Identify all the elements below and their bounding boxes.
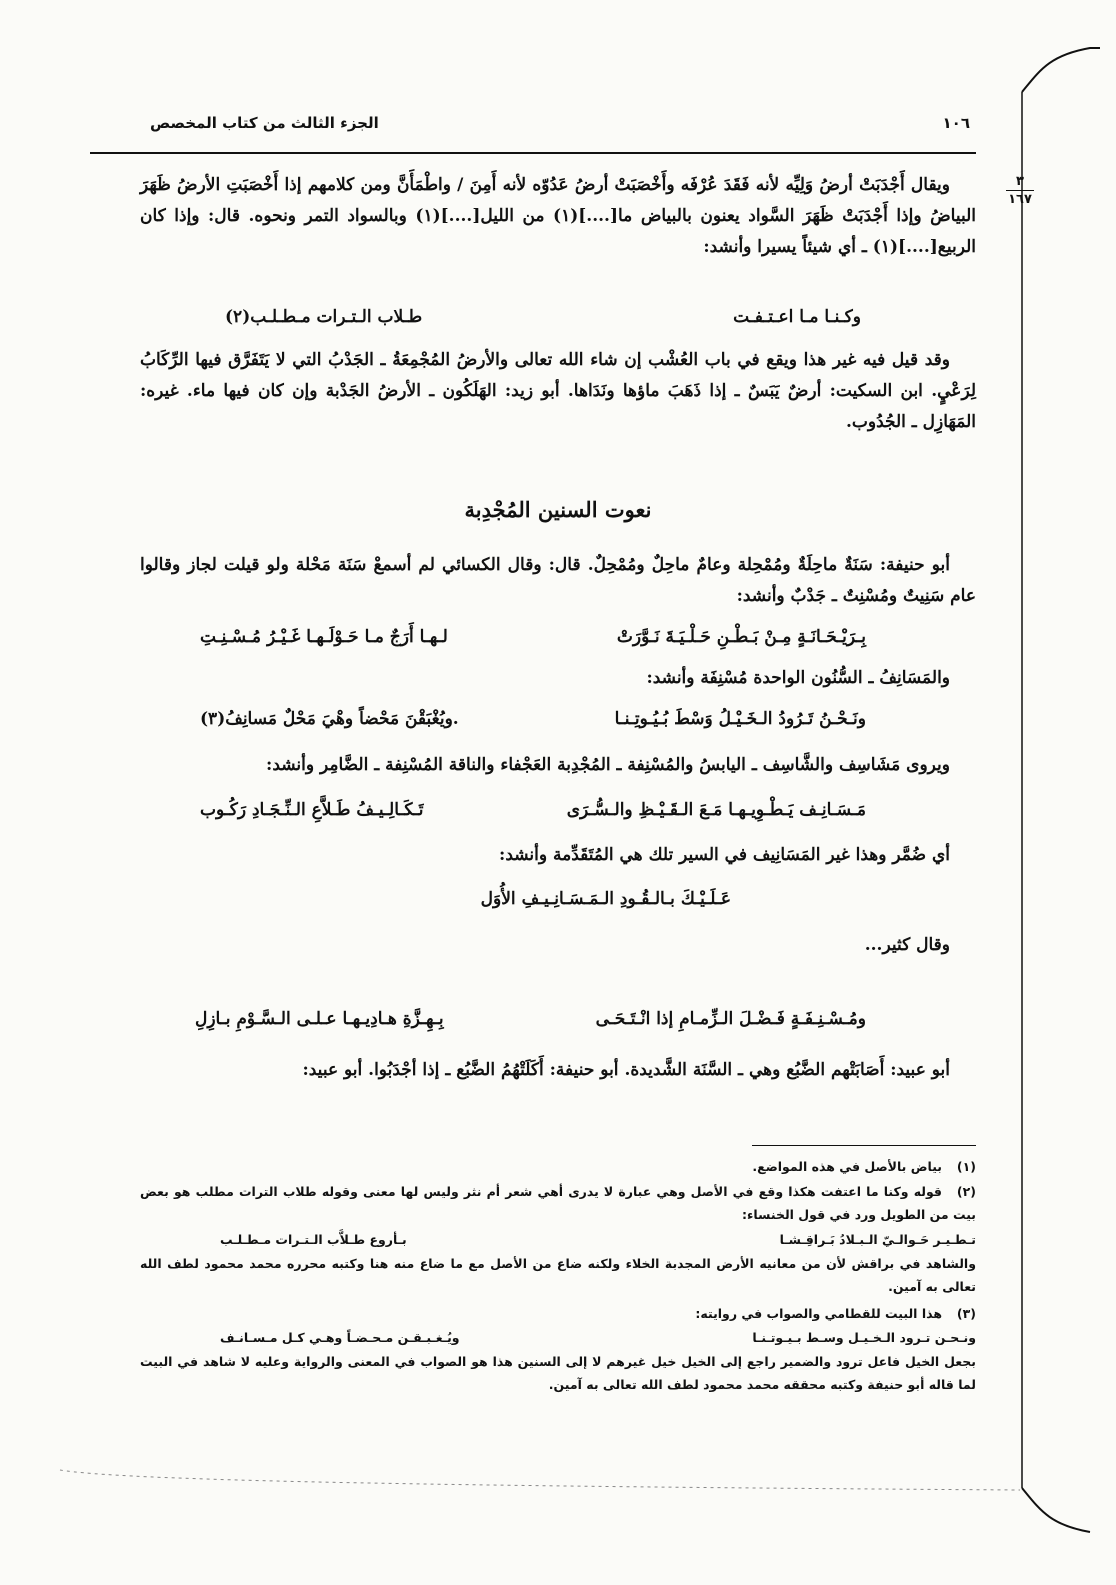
verse-2-first-hemistich: بِـرَيْـحَـانَـةٍ مِـنْ بَـطْـنِ حَـلْـيَـةَ نَـوَّرَتْ xyxy=(616,627,866,647)
footnote-3-verse-second: ويُـغـبـقـن مـحـضـاً وهـي كـل مـسـانـف xyxy=(220,1330,460,1345)
line-6-text: أي ضُمَّر وهذا غير المَسَانِيف في السير تلك هي المُتَقَدِّمة وأنشد: xyxy=(499,845,950,865)
footnote-3-verse xyxy=(140,1326,976,1349)
verse-3-first-hemistich: ونَـحْـنُ تَـرُودُ الـخَـيْـلُ وَسْطَ بُـيُـوتِـنـا xyxy=(614,709,866,729)
line-8 xyxy=(140,1055,976,1086)
footnote-2-verse-first: تـطـيـر حَـوالـيّ الـبـلادُ بَـراقِـشـا xyxy=(779,1232,976,1247)
line-5 xyxy=(140,750,976,781)
verse-3 xyxy=(0,704,1116,734)
running-header xyxy=(150,108,970,142)
footnote-rule xyxy=(752,1145,976,1146)
footnote-1 xyxy=(140,1155,976,1178)
marker-bottom: ١٦٧ xyxy=(1008,192,1032,207)
footnote-2-text: قوله وكنا ما اعتفت هكذا وقع في الأصل وهي عبارة لا يدرى أهي شعر أم نثر وليس لها معنى وقوله طلاب الترات مطلب هو بعض بيت من الطويل ورد في قول الخنساء: xyxy=(140,1184,976,1222)
book-title: الجزء الثالث من كتاب المخصص xyxy=(150,114,379,132)
line-7-text: وقال كثير... xyxy=(864,935,950,955)
verse-5-text: عَـلَـيْـكَ بـالـقُـودِ الـمَـسَـانِـيـفِ الأُوَل xyxy=(480,889,731,909)
line-6 xyxy=(140,840,976,871)
footnote-2-number: (٢) xyxy=(956,1184,976,1199)
footnote-2-continued-text: والشاهد في براقش لأن من معانيه الأرض المجدبة الخلاء ولكنه ضاع من الأصل مع ما ضاع منه هنا وكتبه محرره محمد محمود لطف الله تعالى به آمين. xyxy=(140,1256,976,1294)
line-7 xyxy=(140,930,976,961)
verse-2-second-hemistich: لـهـا أَرَجٌ مـا حَـوْلَـهـا غَـيْـرُ مُـسْـنِـتِ xyxy=(200,627,448,647)
footnote-2-continued xyxy=(140,1252,976,1298)
verse-3-second-hemistich: .ويُغْبَقْنَ مَحْضاً وهْيَ مَحْلٌ مَسانِفُ(٣) xyxy=(200,709,459,729)
footnote-2-verse-second: بـأروع طـلاَّب الـتـرات مـطـلـب xyxy=(220,1232,407,1247)
verse-5 xyxy=(0,884,1116,914)
footnote-2-verse xyxy=(140,1228,976,1251)
header-rule xyxy=(90,152,976,154)
section-heading: نعوت السنين المُجْدِبة xyxy=(464,497,652,522)
line-4 xyxy=(140,663,976,694)
footnote-3-continued-text: بجعل الخيل فاعل ترود والضمير راجع إلى الخيل خيل غيرهم لا إلى السنين هذا هو الصواب في المعنى والرواية وعليه لا شاهد في البيت لما قاله أبو حنيفة وكتبه محققه محمد محمود لطف الله تعالى به آمين. xyxy=(140,1354,976,1392)
footnote-3 xyxy=(140,1302,976,1325)
footnote-3-continued xyxy=(140,1350,976,1396)
footnote-3-number: (٣) xyxy=(956,1306,976,1321)
verse-6-first-hemistich: ومُـسْـنِـفَـةٍ فَـضْـلَ الـزِّمـامِ إذا انْـتَـحَـى xyxy=(595,1009,866,1029)
footnote-2 xyxy=(140,1180,976,1226)
verse-4 xyxy=(0,795,1116,825)
original-page-marker xyxy=(1000,175,1040,206)
footnote-3-text: هذا البيت للقطامي والصواب في روايته: xyxy=(695,1306,942,1321)
paragraph-2 xyxy=(140,345,976,438)
footnote-1-text: بياض بالأصل في هذه المواضع. xyxy=(752,1159,942,1174)
verse-6-second-hemistich: بِـهِـزَّةِ هـادِيـهـا عـلـى الـسَّـوْمِ بـازِلِ xyxy=(195,1009,444,1029)
marker-top: ٣ xyxy=(1016,174,1024,189)
line-8-text: أبو عبيد: أَصَابَتْهم الضَّبُع وهي ـ السَّنَة الشَّديدة. أبو حنيفة: أَكَلَتْهُمُ الضَّبُع ـ إذا أجْدَبُوا. أبو عبيد: xyxy=(302,1060,950,1080)
verse-4-second-hemistich: تَـكَـالِـيـفُ طَـلاَّعِ الـنِّـجَـادِ رَكُـوب xyxy=(200,800,424,820)
verse-6 xyxy=(0,1004,1116,1034)
paragraph-1-text: ويقال أَجْدَبَتْ أرضُ وَلِيِّه لأنه فَقَدَ عُرْفَه وأَخْصَبَتْ أرضُ عَدُوّه لأنه أَمِنَ / واطْمَأَنَّ ومن كلامهم إذا أَخْصَبَتِ الأرضُ ظَهَرَ البياضُ وإذا أَجْدَبَتْ ظَهَرَ السَّواد يعنون بالبياض ما[....](١) من الليل[....](١) وبالسواد التمر ونحوه. قال: وإذا كان الربيع[....](١) ـ أي شيئاً يسيرا وأنشد: xyxy=(140,175,976,257)
footnote-1-number: (١) xyxy=(956,1159,976,1174)
paragraph-2-text: وقد قيل فيه غير هذا ويقع في باب العُشْب إن شاء الله تعالى والأرضُ المُجْمِعَةُ ـ الجَدْبُ التي لا يَتَفَرَّق فيها الرِّكَابُ لِرَعْيٍ. ابن السكيت: أرضٌ يَبَسٌ ـ إذا ذَهَبَ ماؤها ونَدَاها. أبو زيد: الهَلَكُون ـ الأرضُ الجَدْبة وإن كان فيها ماء. غيره: المَهَازِل ـ الجُدُوب. xyxy=(140,350,976,432)
page-number: ١٠٦ xyxy=(942,114,970,132)
paragraph-3 xyxy=(140,550,976,612)
marker-bar xyxy=(1006,190,1034,191)
verse-1-first-hemistich: وكـنـا مـا اعـتـفـت xyxy=(733,307,861,327)
verse-2 xyxy=(0,622,1116,652)
verse-1 xyxy=(0,302,1116,332)
line-4-text: والمَسَانِفُ ـ السُّنُون الواحدة مُسْنِفَة وأنشد: xyxy=(646,668,950,688)
paragraph-1 xyxy=(140,170,976,263)
verse-1-second-hemistich: طـلاب الـتـرات مـطـلـب(٢) xyxy=(225,307,423,327)
line-5-text: ويروى مَشَاسِف والشَّاسِف ـ اليابسُ والمُسْنِفة ـ المُجْدِبة العَجْفاء والناقة المُسْنِفة ـ الضَّامِر وأنشد: xyxy=(266,755,950,775)
verse-4-first-hemistich: مَـسَـانِـف يَـطْـوِيـهـا مَـعَ الـقَـيْـظِ والـسُّـرَى xyxy=(566,800,866,820)
paragraph-3-text: أبو حنيفة: سَنَةٌ ماحِلَةٌ ومُمْحِلة وعامٌ ماحِلٌ ومُمْحِلٌ. قال: وقال الكسائي لم أسمعْ سَنَة مَحْلة ولو قيلت لجاز وقالوا عام سَنِيتٌ ومُسْنِتٌ ـ جَدْبٌ وأنشد: xyxy=(140,555,976,606)
footnote-3-verse-first: ونـحـن تـرود الـخـيـل وسـط بـيـوتـنـا xyxy=(752,1330,976,1345)
